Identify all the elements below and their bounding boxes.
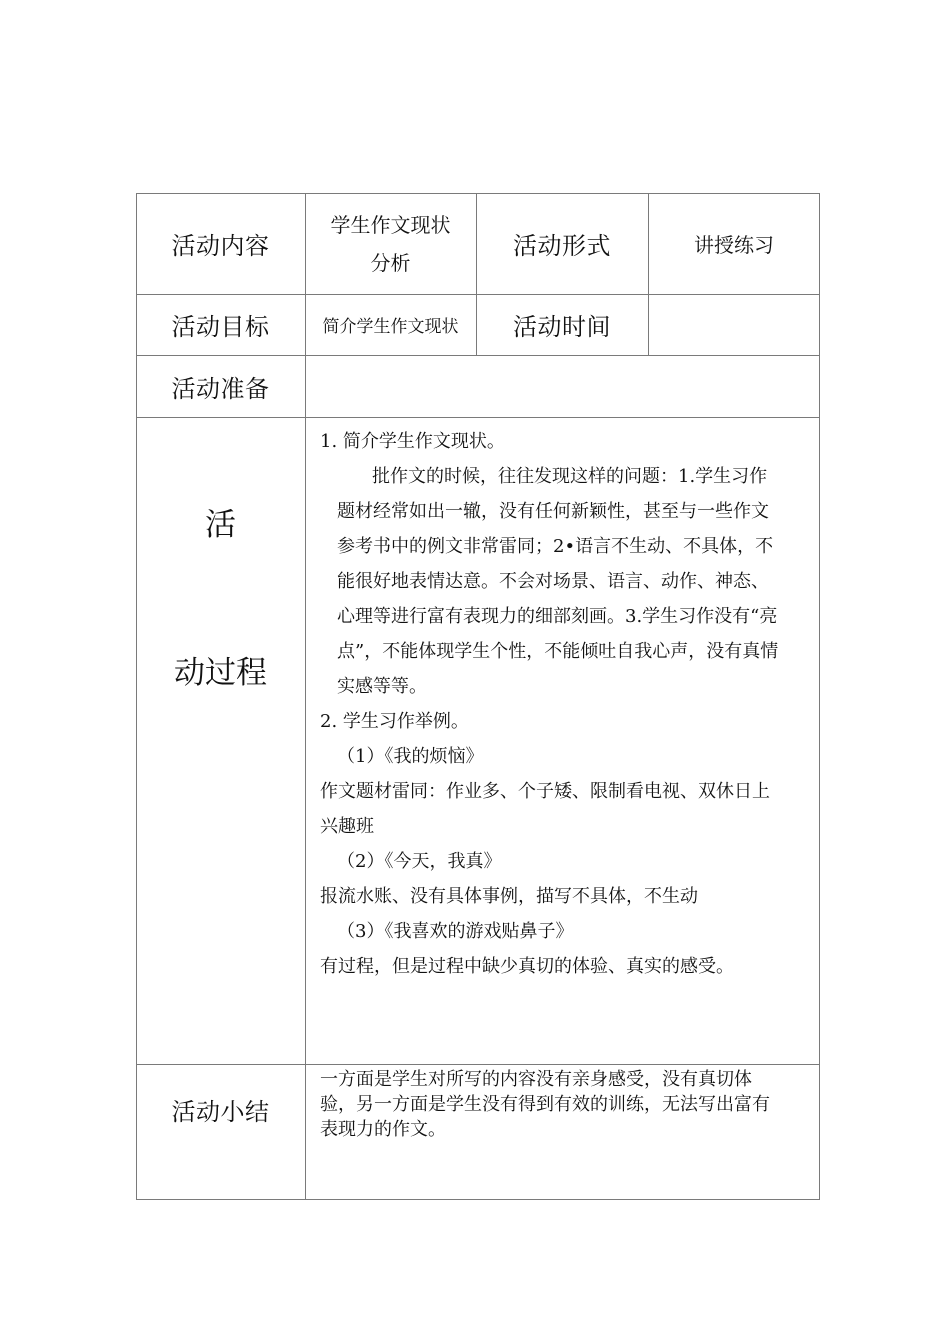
- process-line: [320, 704, 810, 739]
- activity-goal-label: [136, 294, 305, 355]
- process-line: [320, 424, 810, 459]
- process-line-text: 能很好地表情达意。不会对场景、语言、动作、神态、: [337, 571, 769, 592]
- process-line-text: （1）《我的烦恼》: [337, 746, 484, 767]
- process-line: [320, 634, 810, 669]
- activity-content-label-text: 活动内容: [171, 232, 270, 260]
- process-line-text: 心理等进行富有表现力的细部刻画。3.学生习作没有“亮: [337, 606, 778, 627]
- process-line-text: 实感等等。: [337, 676, 427, 697]
- process-line-text: 报流水账、没有具体事例，描写不具体，不生动: [320, 886, 698, 907]
- activity-form-label: [476, 193, 648, 294]
- process-line-text: 2. 学生习作举例。: [320, 711, 469, 732]
- activity-content-value-line1: 学生作文现状: [330, 212, 451, 237]
- activity-process-label-top: [136, 507, 305, 543]
- process-line: [320, 809, 810, 844]
- activity-process-label-top-text: 活: [205, 507, 236, 543]
- process-line: [320, 844, 810, 879]
- activity-preparation-label: [136, 355, 305, 417]
- activity-content-value: [305, 193, 476, 294]
- process-line-text: （3）《我喜欢的游戏贴鼻子》: [337, 921, 574, 942]
- activity-process-content: [320, 424, 810, 984]
- process-line-text: 有过程，但是过程中缺少真切的体验、真实的感受。: [320, 956, 734, 977]
- activity-content-label: [136, 193, 305, 294]
- process-line-text: （2）《今天，我真》: [337, 851, 502, 872]
- activity-form-value-text: 讲授练习: [694, 233, 774, 257]
- summary-line-text: 验，另一方面是学生没有得到有效的训练，无法写出富有: [320, 1094, 770, 1115]
- process-line-text: 点”，不能体现学生个性，不能倾吐自我心声，没有真情: [337, 641, 779, 662]
- process-line: [320, 949, 810, 984]
- table-divider: [136, 417, 820, 418]
- activity-process-label-bottom-text: 动过程: [174, 655, 267, 691]
- process-line-text: 批作文的时候，往往发现这样的问题：1.学生习作: [372, 466, 768, 487]
- activity-goal-value-text: 简介学生作文现状: [322, 317, 459, 337]
- process-line: [320, 564, 810, 599]
- activity-summary-content: [320, 1067, 808, 1142]
- process-line: [320, 739, 810, 774]
- activity-preparation-value: [305, 355, 820, 417]
- activity-time-label-text: 活动时间: [513, 313, 611, 341]
- process-line-text: 参考书中的例文非常雷同；2•语言不生动、不具体，不: [337, 536, 774, 557]
- process-line: [320, 879, 810, 914]
- activity-summary-label-text: 活动小结: [171, 1097, 270, 1126]
- process-line: [320, 459, 810, 494]
- activity-preparation-label-text: 活动准备: [171, 374, 270, 403]
- process-line-text: 兴趣班: [320, 816, 374, 837]
- process-line: [320, 494, 810, 529]
- activity-form-label-text: 活动形式: [513, 232, 611, 260]
- activity-time-label: [476, 294, 648, 355]
- activity-time-value: [648, 294, 820, 355]
- summary-line-text: 表现力的作文。: [320, 1119, 446, 1140]
- process-line: [320, 774, 810, 809]
- summary-line: [320, 1092, 808, 1117]
- process-line: [320, 669, 810, 704]
- summary-line: [320, 1067, 808, 1092]
- activity-process-label-bottom: [136, 655, 305, 691]
- process-line-text: 1. 简介学生作文现状。: [320, 431, 505, 452]
- process-line-text: 题材经常如出一辙，没有任何新颖性，甚至与一些作文: [337, 501, 769, 522]
- process-line: [320, 599, 810, 634]
- activity-goal-label-text: 活动目标: [171, 313, 270, 341]
- activity-goal-value: [305, 294, 476, 355]
- activity-content-value-line2: 分析: [370, 250, 411, 275]
- summary-line: [320, 1117, 808, 1142]
- process-line-text: 作文题材雷同：作业多、个子矮、限制看电视、双休日上: [320, 781, 770, 802]
- process-line: [320, 914, 810, 949]
- activity-form-value: [648, 193, 820, 294]
- summary-line-text: 一方面是学生对所写的内容没有亲身感受，没有真切体: [320, 1069, 752, 1090]
- process-line: [320, 529, 810, 564]
- activity-summary-label: [136, 1064, 305, 1154]
